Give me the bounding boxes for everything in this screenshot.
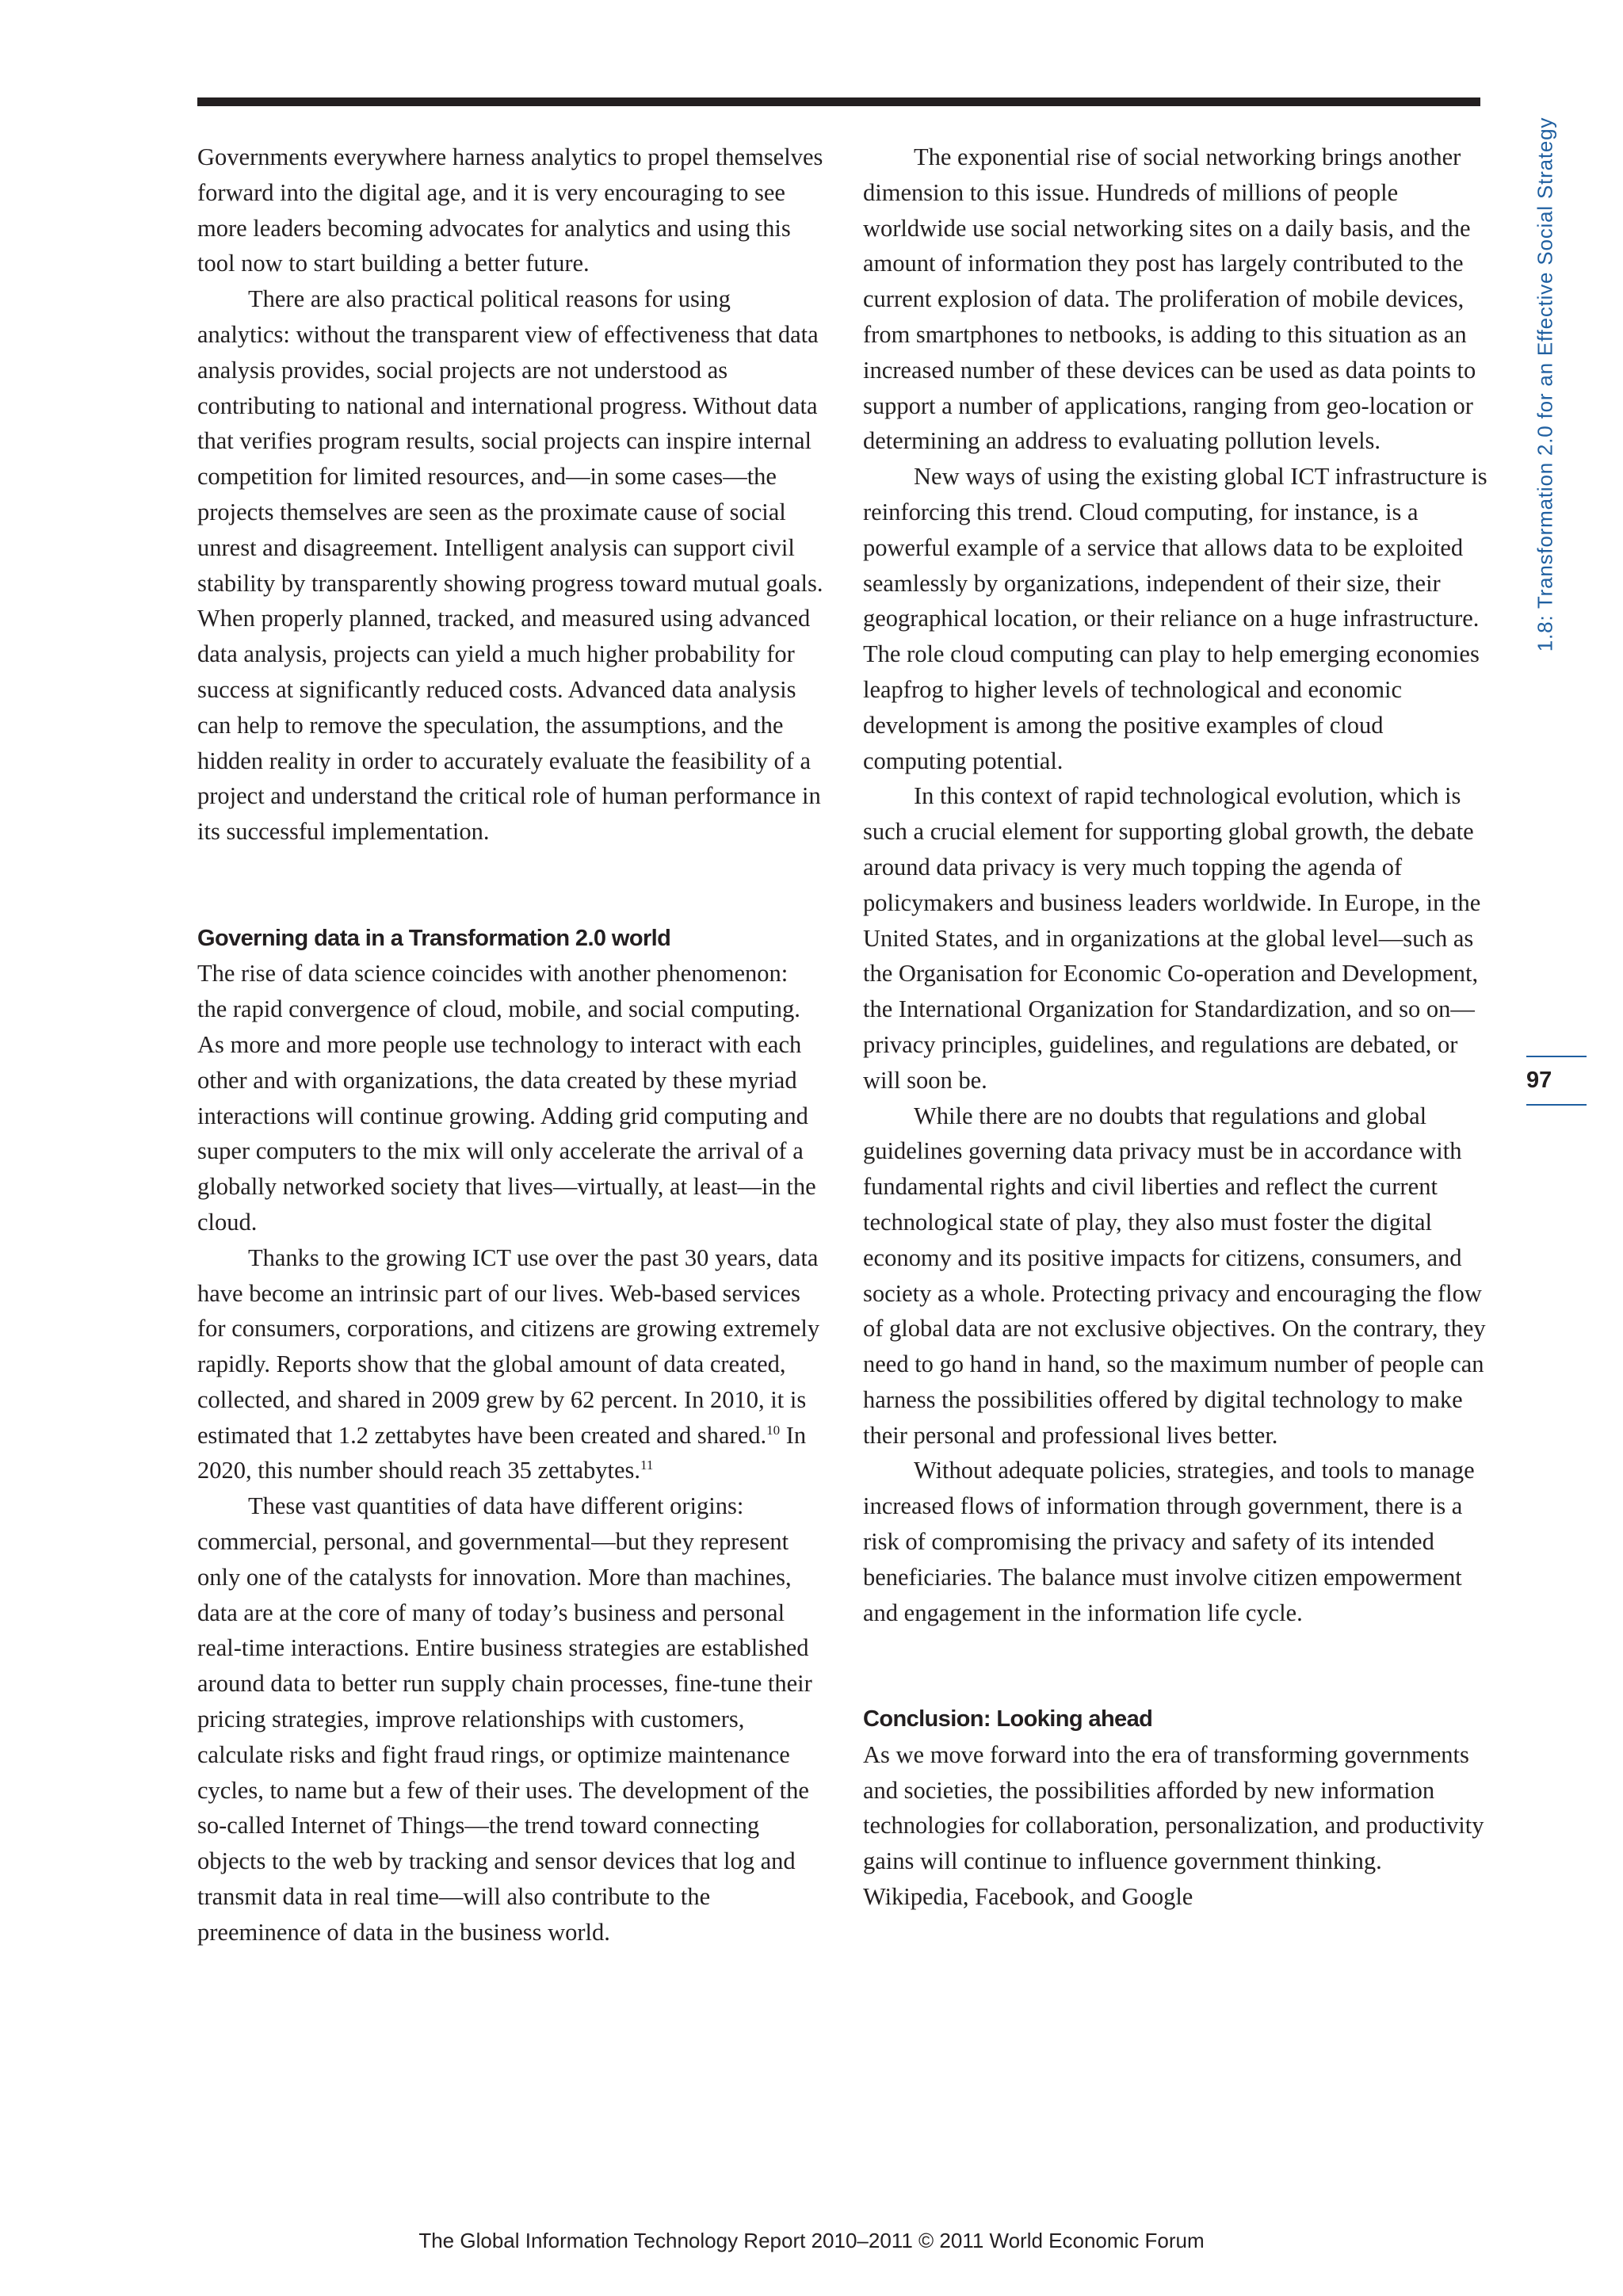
- page-number-rule-bottom: [1526, 1104, 1587, 1106]
- section-spacer: [863, 1630, 1489, 1702]
- footnote-ref: 10: [766, 1422, 781, 1438]
- paragraph: These vast quantities of data have different origins: commercial, personal, and governmental—but they represent only one of the catalysts for innovation. More than machines, data are at the core of many of today’s business and personal real-time interactions. Entire business strategies are established around data to better run supply chain processes, fine-tune their pricing strategies, improve relationships with customers, calculate risks and fight fraud rings, or optimize maintenance cycles, to name but a few of their uses. The development of the so-called Internet of Things—the trend toward connecting objects to the web by tracking and sensor devices that log and transmit data in real time—will also contribute to the preeminence of data in the business world.: [197, 1492, 812, 1946]
- right-column: [863, 139, 1489, 1915]
- paragraph: There are also practical political reasons for using analytics: without the transparent view of effectiveness that data analysis provides, social projects are not understood as contributing to national and international progress. Without data that verifies program results, social projects can inspire internal competition for limited resources, and—in some cases—the projects themselves are seen as the proximate cause of social unrest and disagreement. Intelligent analysis can support civil stability by transparently showing progress toward mutual goals. When properly planned, tracked, and measured using advanced data analysis, projects can yield a much higher probability for success at significantly reduced costs. Advanced data analysis can help to remove the speculation, the assumptions, and the hidden reality in order to accurately evaluate the feasibility of a project and understand the critical role of human performance in its successful implementation.: [197, 285, 823, 846]
- page-number: 97: [1526, 1068, 1552, 1093]
- left-column: [197, 139, 823, 1950]
- paragraph: In this context of rapid technological evolution, which is such a crucial element for supporting global growth, the debate around data privacy is very much topping the agenda of policymakers and business leaders worldwide. In Europe, in the United States, and in organizations at the global level—such as the Organisation for Economic Co-operation and Development, the International Organization for Standardization, and so on—privacy principles, guidelines, and regulations are debated, or will soon be.: [863, 782, 1481, 1094]
- paragraph-text: In 2020, this number should reach 35 zettabytes.: [197, 1421, 807, 1484]
- paragraph: Without adequate policies, strategies, and tools to manage increased flows of information through government, there is a risk of compromising the privacy and safety of its intended beneficiaries. The balance must involve citizen empowerment and engagement in the information life cycle.: [863, 1457, 1475, 1626]
- running-title-text: 1.8: Transformation 2.0 for an Effective Social Strategy: [1533, 117, 1557, 652]
- running-title: [1522, 91, 1569, 678]
- section-heading: Conclusion: Looking ahead: [863, 1706, 1153, 1733]
- section-spacer: [197, 850, 823, 921]
- top-rule: [197, 97, 1480, 106]
- paragraph: [197, 1240, 823, 1489]
- page-number-rule-top: [1526, 1056, 1587, 1057]
- paragraph: As we move forward into the era of transforming governments and societies, the possibilities afforded by new information technologies for collaboration, personalization, and productivity gains will continue to influence government thinking. Wikipedia, Facebook, and Google: [863, 1740, 1484, 1911]
- paragraph: Governments everywhere harness analytics to propel themselves forward into the digital age, and it is very encouraging to see more leaders becoming advocates for analytics and using this tool now to start building a better future.: [197, 143, 823, 277]
- paragraph: While there are no doubts that regulations and global guidelines governing data privacy must be in accordance with fundamental rights and civil liberties and reflect the current technological state of play, they also must foster the digital economy and its positive impacts for citizens, consumers, and society as a whole. Protecting privacy and encouraging the flow of global data are not exclusive objectives. On the contrary, they need to go hand in hand, so the maximum number of people can harness the possibilities offered by digital technology to make their personal and professional lives better.: [863, 1102, 1486, 1449]
- paragraph-text: Thanks to the growing ICT use over the past 30 years, data have become an intrinsic part of our lives. Web-based services for consumers, corporations, and citizens are growing extremely rapidly. Reports show that the global amount of data created, collected, and shared in 2009 grew by 62 percent. In 2010, it is estimated that 1.2 zettabytes have been created and shared.: [197, 1244, 820, 1449]
- footnote-ref: 11: [640, 1457, 654, 1473]
- section-heading: Governing data in a Transformation 2.0 world: [197, 925, 671, 951]
- paragraph: New ways of using the existing global ICT infrastructure is reinforcing this trend. Cloud computing, for instance, is a powerful example of a service that allows data to be exploited seamlessly by organizations, independent of their size, their geographical location, or their reliance on a huge infrastructure. The role cloud computing can play to help emerging economies leapfrog to higher levels of technological and economic development is among the positive examples of cloud computing potential.: [863, 463, 1487, 774]
- paragraph: The rise of data science coincides with another phenomenon: the rapid convergence of cloud, mobile, and social computing. As more and more people use technology to interact with each other and with organizations, the data created by these myriad interactions will continue growing. Adding grid computing and super computers to the mix will only accelerate the arrival of a globally networked society that lives—virtually, at least—in the cloud.: [197, 960, 816, 1236]
- page-footer: The Global Information Technology Report 2010–2011 © 2011 World Economic Forum: [418, 2229, 1205, 2252]
- paragraph: The exponential rise of social networking brings another dimension to this issue. Hundreds of millions of people worldwide use social networking sites on a daily basis, and the amount of information they post has largely contributed to the current explosion of data. The proliferation of mobile devices, from smartphones to netbooks, is adding to this situation as an increased number of these devices can be used as data points to support a number of applications, ranging from geo-location or determining an address to evaluating pollution levels.: [863, 143, 1476, 455]
